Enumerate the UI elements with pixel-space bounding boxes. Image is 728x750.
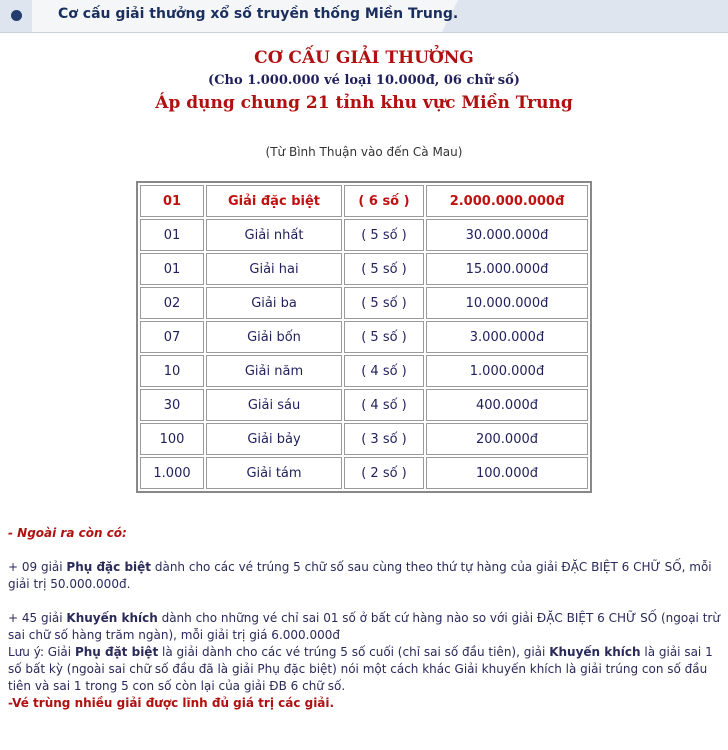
apply-scope: Áp dụng chung 21 tỉnh khu vực Miền Trung (155, 93, 573, 113)
prize-count: 01 (140, 253, 204, 285)
note-text: dành cho các vé trúng 5 chữ số sau cùng theo thứ tự hàng của giải ĐẶC BIỆT 6 CHỮ SỐ, mỗi giải trị 50.000.000đ. (8, 560, 712, 591)
prize-value: 2.000.000.000đ (426, 185, 588, 217)
document-title: CƠ CẤU GIẢI THƯỞNG (254, 48, 474, 68)
prize-value: 15.000.000đ (426, 253, 588, 285)
table-row (140, 287, 588, 319)
note-emphasis: Phụ đặt biệt (74, 645, 159, 659)
prize-count: 100 (140, 423, 204, 455)
prize-value: 400.000đ (426, 389, 588, 421)
note-remark (8, 644, 720, 695)
table-row (140, 355, 588, 387)
note-text: dành cho những vé chỉ sai 01 số ở bất cứ hàng nào so với giải ĐẶC BIỆT 6 CHỮ SỐ (ngoại trừ sai chữ số hàng trăm ngàn), mỗi giải trị giá 6.000.000đ (8, 611, 720, 642)
prize-count: 01 (140, 185, 204, 217)
prize-count: 02 (140, 287, 204, 319)
prize-digits: ( 2 số ) (344, 457, 424, 489)
table-row (140, 185, 588, 217)
prize-table (136, 181, 592, 493)
header-title: Cơ cấu giải thưởng xổ số truyền thống Miền Trung. (58, 6, 459, 22)
prize-digits: ( 5 số ) (344, 287, 424, 319)
prize-name: Giải ba (206, 287, 342, 319)
bullet-icon (11, 10, 22, 21)
note-text: + 09 giải (8, 560, 67, 574)
prize-value: 200.000đ (426, 423, 588, 455)
prize-count: 30 (140, 389, 204, 421)
prize-name: Giải nhất (206, 219, 342, 251)
note-emphasis: Phụ đặc biệt (66, 560, 152, 574)
prize-digits: ( 5 số ) (344, 219, 424, 251)
note-encouragement (8, 610, 720, 644)
section-header (0, 0, 728, 33)
note-text: Lưu ý: Giải (8, 645, 75, 659)
prize-value: 3.000.000đ (426, 321, 588, 353)
prize-digits: ( 4 số ) (344, 389, 424, 421)
prize-digits: ( 4 số ) (344, 355, 424, 387)
prize-name: Giải hai (206, 253, 342, 285)
table-row (140, 457, 588, 489)
table-row (140, 219, 588, 251)
prize-name: Giải sáu (206, 389, 342, 421)
prize-count: 10 (140, 355, 204, 387)
table-row (140, 389, 588, 421)
prize-name: Giải đặc biệt (206, 185, 342, 217)
prize-digits: ( 6 số ) (344, 185, 424, 217)
note-special-consolation (8, 559, 720, 593)
prize-name: Giải bảy (206, 423, 342, 455)
prize-count: 01 (140, 219, 204, 251)
prize-value: 30.000.000đ (426, 219, 588, 251)
table-row (140, 253, 588, 285)
notes-heading: - Ngoài ra còn có: (8, 526, 127, 540)
notes-section (8, 525, 720, 712)
prize-count: 1.000 (140, 457, 204, 489)
prize-name: Giải năm (206, 355, 342, 387)
prize-value: 100.000đ (426, 457, 588, 489)
prize-digits: ( 5 số ) (344, 253, 424, 285)
note-final: -Vé trùng nhiều giải được lĩnh đủ giá trị các giải. (8, 696, 335, 710)
prize-value: 10.000.000đ (426, 287, 588, 319)
prize-name: Giải tám (206, 457, 342, 489)
note-text: + 45 giải (8, 611, 67, 625)
prize-digits: ( 5 số ) (344, 321, 424, 353)
document-subtitle: (Cho 1.000.000 vé loại 10.000đ, 06 chữ số) (208, 73, 520, 88)
prize-count: 07 (140, 321, 204, 353)
note-emphasis: Khuyến khích (549, 645, 641, 659)
note-text: là giải dành cho các vé trúng 5 số cuối (chỉ sai số đầu tiên), giải (158, 645, 550, 659)
prize-name: Giải bốn (206, 321, 342, 353)
prize-digits: ( 3 số ) (344, 423, 424, 455)
region-note: (Từ Bình Thuận vào đến Cà Mau) (265, 145, 463, 159)
note-text: là giải sai 1 số bất kỳ (ngoài sai chữ số đầu đã là giải Phụ đặc biệt) nói một cách khác Giải khuyến khích là giải trúng con số đầu tiên và sai 1 trong 5 con số còn lại của giải ĐB 6 chữ số. (8, 645, 713, 693)
table-row (140, 423, 588, 455)
note-emphasis: Khuyến khích (66, 611, 158, 625)
prize-value: 1.000.000đ (426, 355, 588, 387)
table-row (140, 321, 588, 353)
